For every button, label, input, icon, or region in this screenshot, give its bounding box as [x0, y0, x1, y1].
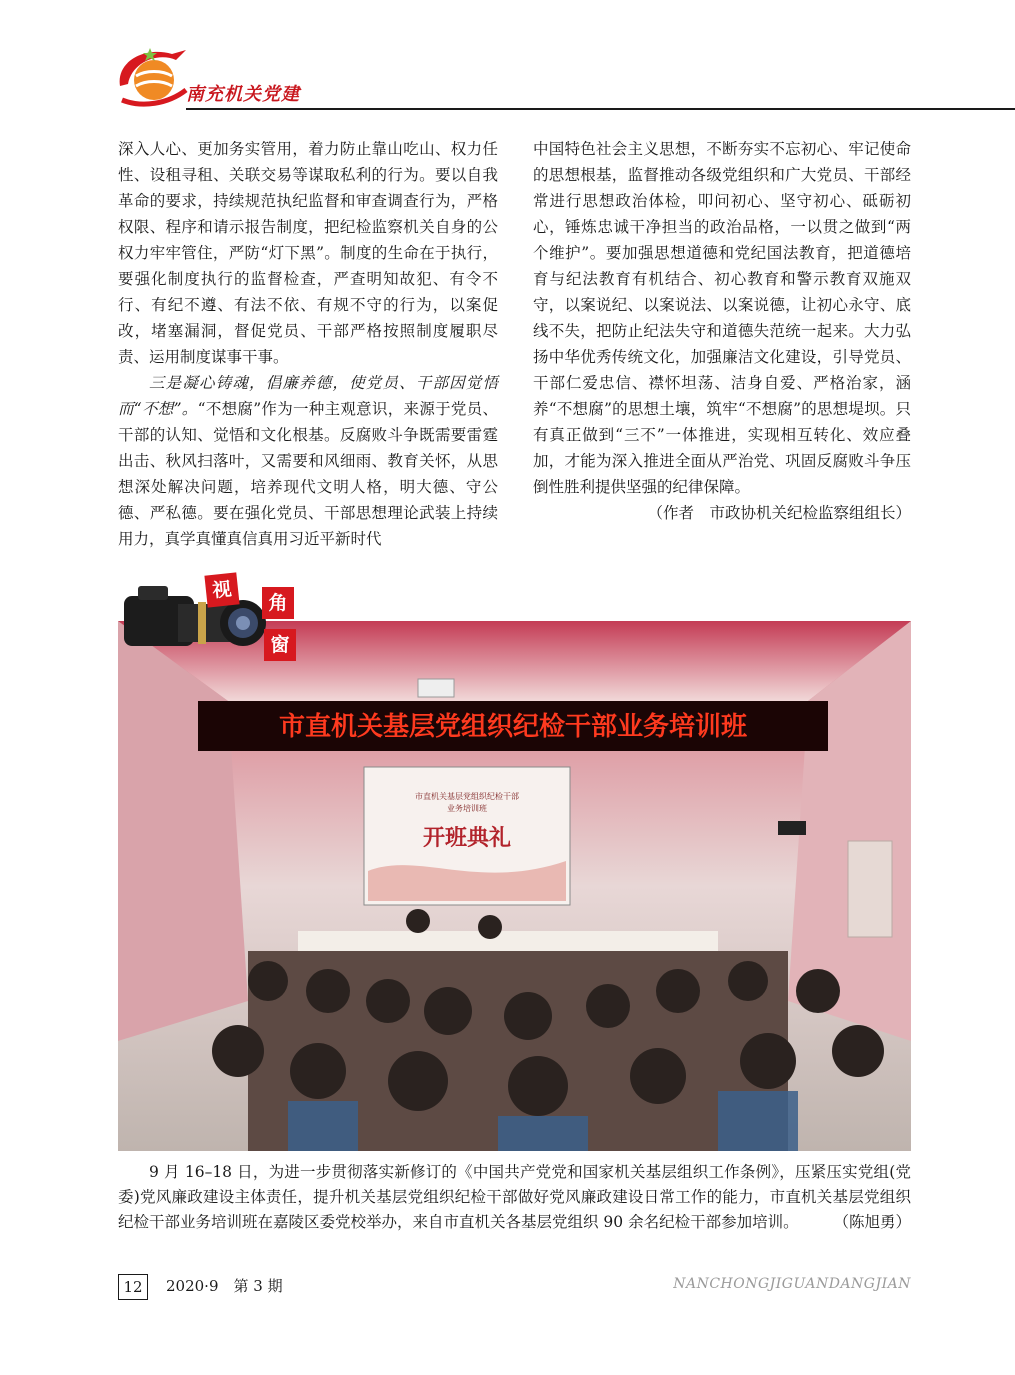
left-paragraph-2	[118, 370, 498, 552]
section-tag-jiao: 角	[262, 587, 294, 619]
photo-caption	[118, 1160, 911, 1235]
section-tag-chuang: 窗	[264, 629, 296, 661]
section-body: “不想腐”作为一种主观意识，来源于党员、干部的认知、觉悟和文化根基。反腐败斗争既需要雷霆出击、秋风扫落叶，又需要和风细雨、教育关怀，从思想深处解决问题，培养现代文明人格，明大德、守公德、严私德。要在强化党员、干部思想理论武装上持续用力，真学真懂真信真用习近平新时代	[118, 400, 498, 548]
journal-name-english: NANCHONGJIGUANDANGJIAN	[673, 1276, 911, 1292]
caption-text: 9 月 16–18 日，为进一步贯彻落实新修订的《中国共产党党和国家机关基层组织工作条例》，压紧压实党组(党委)党风廉政建设主体责任，提升机关基层党组织纪检干部做好党风廉政建设日常工作的能力，市直机关基层党组织纪检干部业务培训班在嘉陵区委党校举办，来自市直机关各基层党组织 90 余名纪检干部参加培训。	[118, 1163, 911, 1231]
led-banner-text: 市直机关基层党组织纪检干部业务培训班	[278, 712, 748, 742]
photo-credit: （陈旭勇）	[833, 1213, 911, 1231]
right-paragraph-1: 中国特色社会主义思想，不断夯实不忘初心、牢记使命的思想根基，监督推动各级党组织和广大党员、干部经常进行思想政治体检，叩问初心、坚守初心、砥砺初心，锤炼忠诚干净担当的政治品格，一以贯之做到“两个维护”。要加强思想道德和党纪国法教育，把道德培育与纪法教育有机结合、初心教育和警示教育双施双守，以案说纪、以案说法、以案说德，让初心永守、底线不失，把防止纪法失守和道德失范统一起来。大力弘扬中华优秀传统文化，加强廉洁文化建设，引导党员、干部仁爱忠信、襟怀坦荡、洁身自爱、严格治家，涵养“不想腐”的思想土壤，筑牢“不想腐”的思想堤坝。只有真正做到“三不”一体推进，实现相互转化、效应叠加，才能为深入推进全面从严治党、巩固反腐败斗争压倒性胜利提供坚强的纪律保障。	[533, 140, 911, 496]
issue-label: 2020·9 第 3 期	[166, 1277, 283, 1295]
right-column	[533, 136, 911, 526]
training-photo	[118, 621, 911, 1151]
header-rule	[186, 108, 1015, 110]
section-lead: 三是凝心铸魂，倡廉养德，使党员、干部因觉悟而“不想”。	[118, 374, 498, 418]
left-column	[118, 136, 498, 552]
camera-icon	[118, 570, 268, 665]
section-tag-shi: 视	[204, 572, 239, 607]
author-byline: （作者 市政协机关纪检监察组组长）	[647, 504, 911, 522]
globe-ribbon-logo-icon	[112, 40, 192, 112]
left-paragraph-1: 深入人心、更加务实管用，着力防止靠山吃山、权力任性、设租寻租、关联交易等谋取私利的行为。要以自我革命的要求，持续规范执纪监督和审查调查行为，严格权限、程序和请示报告制度，把纪检监察机关自身的公权力牢牢管住，严防“灯下黑”。制度的生命在于执行，要强化制度执行的监督检查，严查明知故犯、有令不行、有纪不遵、有法不依、有规不守的行为，以案促改，堵塞漏洞，督促党员、干部严格按照制度履职尽责、运用制度谋事干事。	[118, 140, 498, 366]
screen-main-text: 开班典礼	[422, 826, 512, 851]
screen-subtitle: 业务培训班	[447, 804, 487, 813]
training-photo-scene	[118, 621, 911, 1151]
journal-brand: 南充机关党建	[186, 84, 300, 105]
screen-title: 市直机关基层党组织纪检干部	[415, 792, 519, 801]
page-number: 12	[118, 1274, 148, 1300]
